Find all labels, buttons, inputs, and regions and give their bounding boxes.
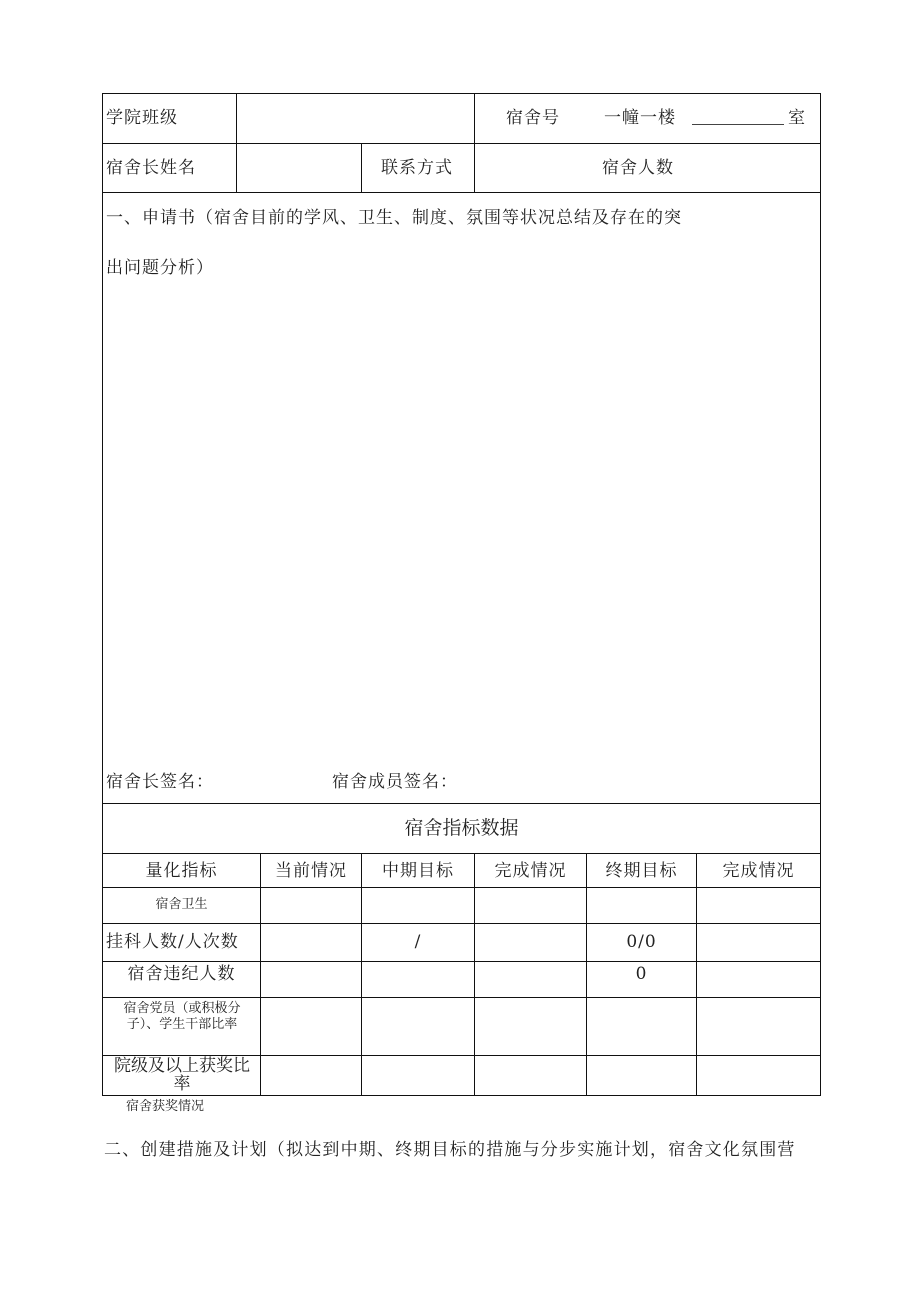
dorm-room-suffix: 室	[788, 108, 806, 128]
metric-row-label: 院级及以上获奖比率	[114, 1056, 250, 1094]
dorm-building-text: 一幢一楼	[604, 108, 676, 128]
section2-heading: 二、创建措施及计划（拟达到中期、终期目标的措施与分步实施计划，宿舍文化氛围营	[104, 1140, 796, 1160]
dorm-head-name-label: 宿舍长姓名	[106, 158, 196, 178]
column-header: 中期目标	[382, 861, 454, 881]
metric-cell: 0	[635, 964, 648, 984]
dorm-number-label: 宿舍号	[506, 108, 560, 128]
table-bottom-border	[102, 1095, 820, 1096]
member-count-label: 宿舍人数	[602, 158, 674, 178]
row-divider	[102, 192, 820, 193]
college-class-label: 学院班级	[106, 108, 178, 128]
member-signature-label: 宿舍成员签名：	[332, 772, 458, 792]
column-header: 量化指标	[145, 861, 218, 881]
application-text-area[interactable]	[103, 285, 819, 755]
head-signature-label: 宿舍长签名：	[106, 772, 214, 792]
column-header: 当前情况	[275, 861, 347, 881]
col-divider	[474, 853, 475, 1096]
col-divider	[361, 143, 362, 193]
metrics-title: 宿舍指标数据	[404, 817, 519, 839]
row-divider	[102, 853, 820, 854]
col-divider	[260, 853, 261, 1096]
metric-row-label: 挂科人数/人次数	[106, 932, 239, 952]
metric-row-label: 宿舍违纪人数	[127, 964, 236, 984]
row-divider	[102, 961, 820, 962]
col-divider	[696, 853, 697, 1096]
row-divider	[102, 997, 820, 998]
row-divider	[102, 803, 820, 804]
application-heading-line1: 一、申请书（宿舍目前的学风、卫生、制度、氛围等状况总结及存在的突	[106, 208, 682, 228]
col-divider	[361, 853, 362, 1096]
metric-row-label: 宿舍卫生	[155, 897, 208, 912]
column-header: 完成情况	[722, 861, 795, 881]
column-header: 完成情况	[494, 861, 567, 881]
contact-label: 联系方式	[381, 158, 453, 178]
table-right-border	[820, 93, 821, 1096]
column-header: 终期目标	[605, 861, 678, 881]
row-divider	[102, 923, 820, 924]
row-divider	[102, 143, 820, 144]
row-divider	[102, 887, 820, 888]
college-class-field[interactable]	[237, 94, 474, 143]
application-heading-line2: 出问题分析）	[106, 258, 214, 278]
metric-cell: /	[414, 932, 422, 952]
metric-cell: 0/0	[626, 932, 657, 952]
col-divider	[474, 93, 475, 193]
metric-row-label: 宿舍党员（或积极分子）、学生干部比率	[123, 1001, 241, 1032]
dorm-room-blank[interactable]	[692, 124, 784, 125]
dorm-head-name-field[interactable]	[237, 144, 361, 192]
awards-footnote: 宿舍获奖情况	[126, 1099, 205, 1114]
